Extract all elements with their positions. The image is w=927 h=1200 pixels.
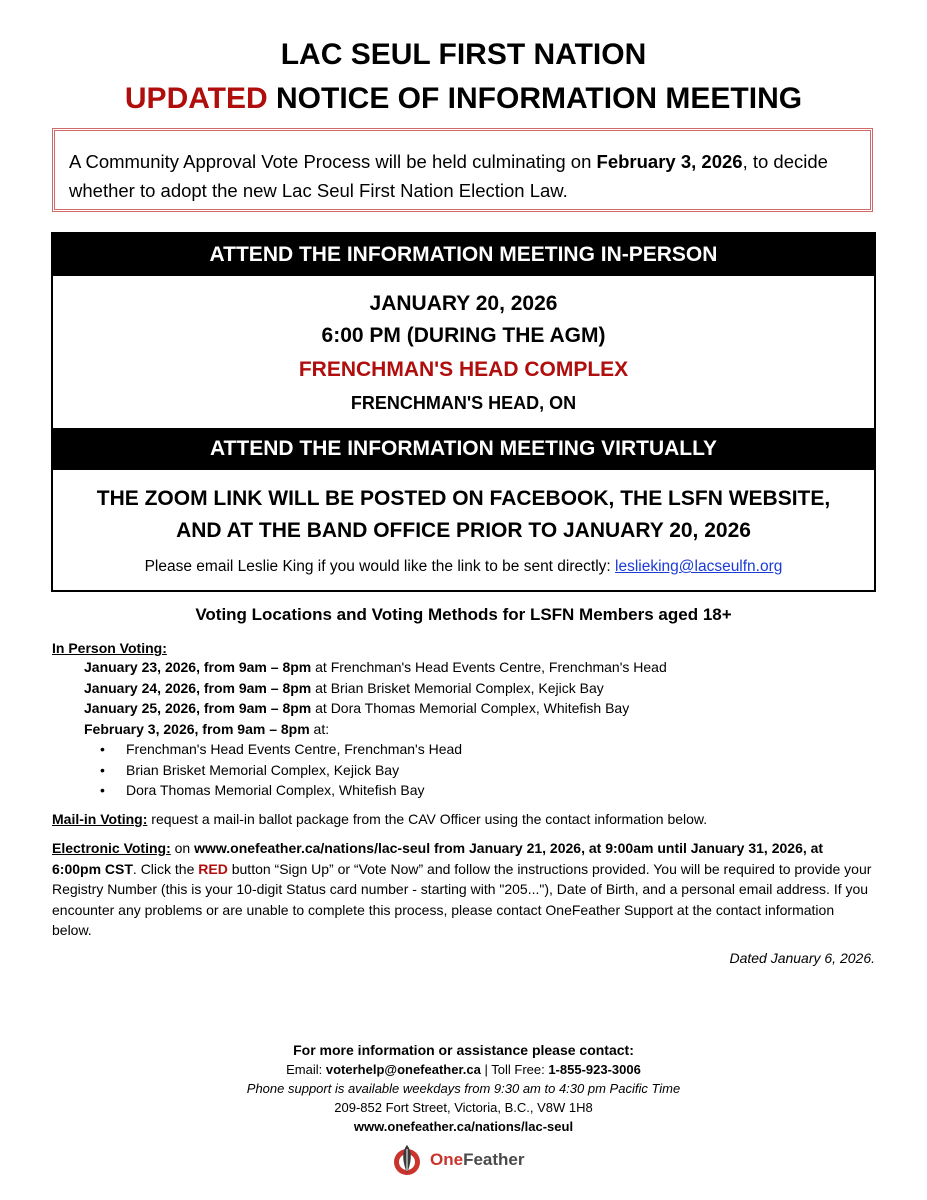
electronic-instructions: button “Sign Up” or “Vote Now” and follow the instructions provided. You will be required to provide your Registry Number (this is your 10-digit Status card number - starting with "205..."), Date of Birth, and a personal email address. If you encounter any problems or are unable to complete this process, please contact OneFeather Support at the contact information below.	[52, 860, 872, 938]
list-item	[100, 760, 462, 781]
electronic-label: Electronic Voting:	[52, 840, 171, 856]
list-item	[84, 698, 667, 719]
email-label: Email:	[286, 1062, 326, 1077]
subtitle-rest: NOTICE OF INFORMATION MEETING	[267, 82, 803, 115]
meeting-details-box	[51, 232, 876, 592]
red-button-label: RED	[198, 860, 228, 877]
electronic-on: on	[170, 840, 195, 856]
list-item	[100, 780, 462, 801]
list-item	[84, 719, 667, 740]
feb3-location-list	[100, 739, 462, 801]
zoom-notice-line2: AND AT THE BAND OFFICE PRIOR TO JANUARY 20, 2026	[176, 519, 751, 542]
meeting-time: 6:00 PM (DURING THE AGM)	[321, 324, 606, 347]
bullet-icon: •	[100, 761, 105, 778]
document-subtitle	[0, 82, 927, 116]
dated-line: Dated January 6, 2026.	[729, 950, 875, 966]
voting-place: at:	[309, 720, 330, 737]
location-text: Frenchman's Head Events Centre, Frenchman's Head	[126, 741, 463, 757]
contact-email-line	[0, 1060, 927, 1079]
location-text: Dora Thomas Memorial Complex, Whitefish Bay	[126, 782, 425, 798]
support-email: voterhelp@onefeather.ca	[325, 1062, 481, 1077]
leslie-king-email-link[interactable]: leslieking@lacseulfn.org	[615, 558, 783, 575]
bullet-icon: •	[100, 782, 105, 798]
electronic-click: . Click the	[132, 860, 199, 877]
electronic-period: www.onefeather.ca/nations/lac-seul from January 21, 2026, at 9:00am until January 31, 2026, at 6:00pm CST	[52, 840, 824, 877]
bullet-icon: •	[100, 741, 105, 757]
website-url: www.onefeather.ca/nations/lac-seul	[353, 1119, 574, 1134]
voting-date: February 3, 2026, from 9am – 8pm	[84, 720, 310, 737]
document-title: LAC SEUL FIRST NATION	[280, 38, 647, 71]
mail-in-voting-paragraph	[52, 809, 875, 830]
electronic-voting-paragraph	[52, 838, 875, 941]
voting-date: January 25, 2026, from 9am – 8pm	[84, 700, 312, 716]
toll-free-label: | Toll Free:	[480, 1062, 549, 1077]
contact-heading: For more information or assistance please contact:	[293, 1042, 634, 1058]
in-person-voting-list	[84, 657, 667, 739]
voting-section-title: Voting Locations and Voting Methods for LSFN Members aged 18+	[195, 605, 732, 624]
in-person-heading: ATTEND THE INFORMATION MEETING IN-PERSON	[53, 234, 874, 276]
meeting-location: FRENCHMAN'S HEAD, ON	[350, 393, 577, 413]
logo-feather: Feather	[463, 1150, 525, 1169]
updated-label: UPDATED	[124, 82, 268, 115]
in-person-voting-heading: In Person Voting:	[52, 640, 167, 656]
voting-place: at Brian Brisket Memorial Complex, Kejick Bay	[311, 679, 604, 696]
approval-text-before: A Community Approval Vote Process will be held culminating on	[69, 151, 597, 172]
list-item	[84, 657, 667, 678]
voting-place: at Frenchman's Head Events Centre, Frenchman's Head	[311, 659, 667, 675]
meeting-venue: FRENCHMAN'S HEAD COMPLEX	[298, 358, 629, 381]
email-prompt: Please email Leslie King if you would like the link to be sent directly:	[144, 558, 616, 575]
mailing-address: 209-852 Fort Street, Victoria, B.C., V8W 1H8	[334, 1100, 593, 1115]
approval-date: February 3, 2026	[596, 151, 743, 172]
location-text: Brian Brisket Memorial Complex, Kejick Bay	[126, 761, 400, 778]
meeting-date: JANUARY 20, 2026	[369, 292, 558, 315]
list-item	[100, 739, 462, 760]
onefeather-logo-icon	[390, 1143, 424, 1177]
onefeather-logo	[390, 1142, 524, 1178]
mail-in-label: Mail-in Voting:	[52, 811, 148, 827]
voting-date: January 24, 2026, from 9am – 8pm	[84, 679, 312, 696]
approval-text-after: , to decide whether to adopt the new Lac Seul First Nation Election Law.	[69, 151, 828, 201]
voting-date: January 23, 2026, from 9am – 8pm	[84, 659, 312, 675]
voting-place: at Dora Thomas Memorial Complex, Whitefish Bay	[311, 700, 630, 716]
email-request-line	[53, 556, 874, 578]
toll-free-number: 1-855-923-3006	[548, 1062, 641, 1077]
list-item	[84, 678, 667, 699]
logo-wordmark	[430, 1150, 524, 1170]
phone-hours: Phone support is available weekdays from 9:30 am to 4:30 pm Pacific Time	[246, 1081, 681, 1096]
mail-in-text: request a mail-in ballot package from the CAV Officer using the contact information below.	[147, 811, 708, 827]
virtual-heading: ATTEND THE INFORMATION MEETING VIRTUALLY	[53, 428, 874, 470]
logo-one: One	[430, 1150, 464, 1169]
zoom-notice-line1: THE ZOOM LINK WILL BE POSTED ON FACEBOOK, THE LSFN WEBSITE,	[96, 487, 831, 510]
approval-vote-notice	[52, 128, 873, 212]
